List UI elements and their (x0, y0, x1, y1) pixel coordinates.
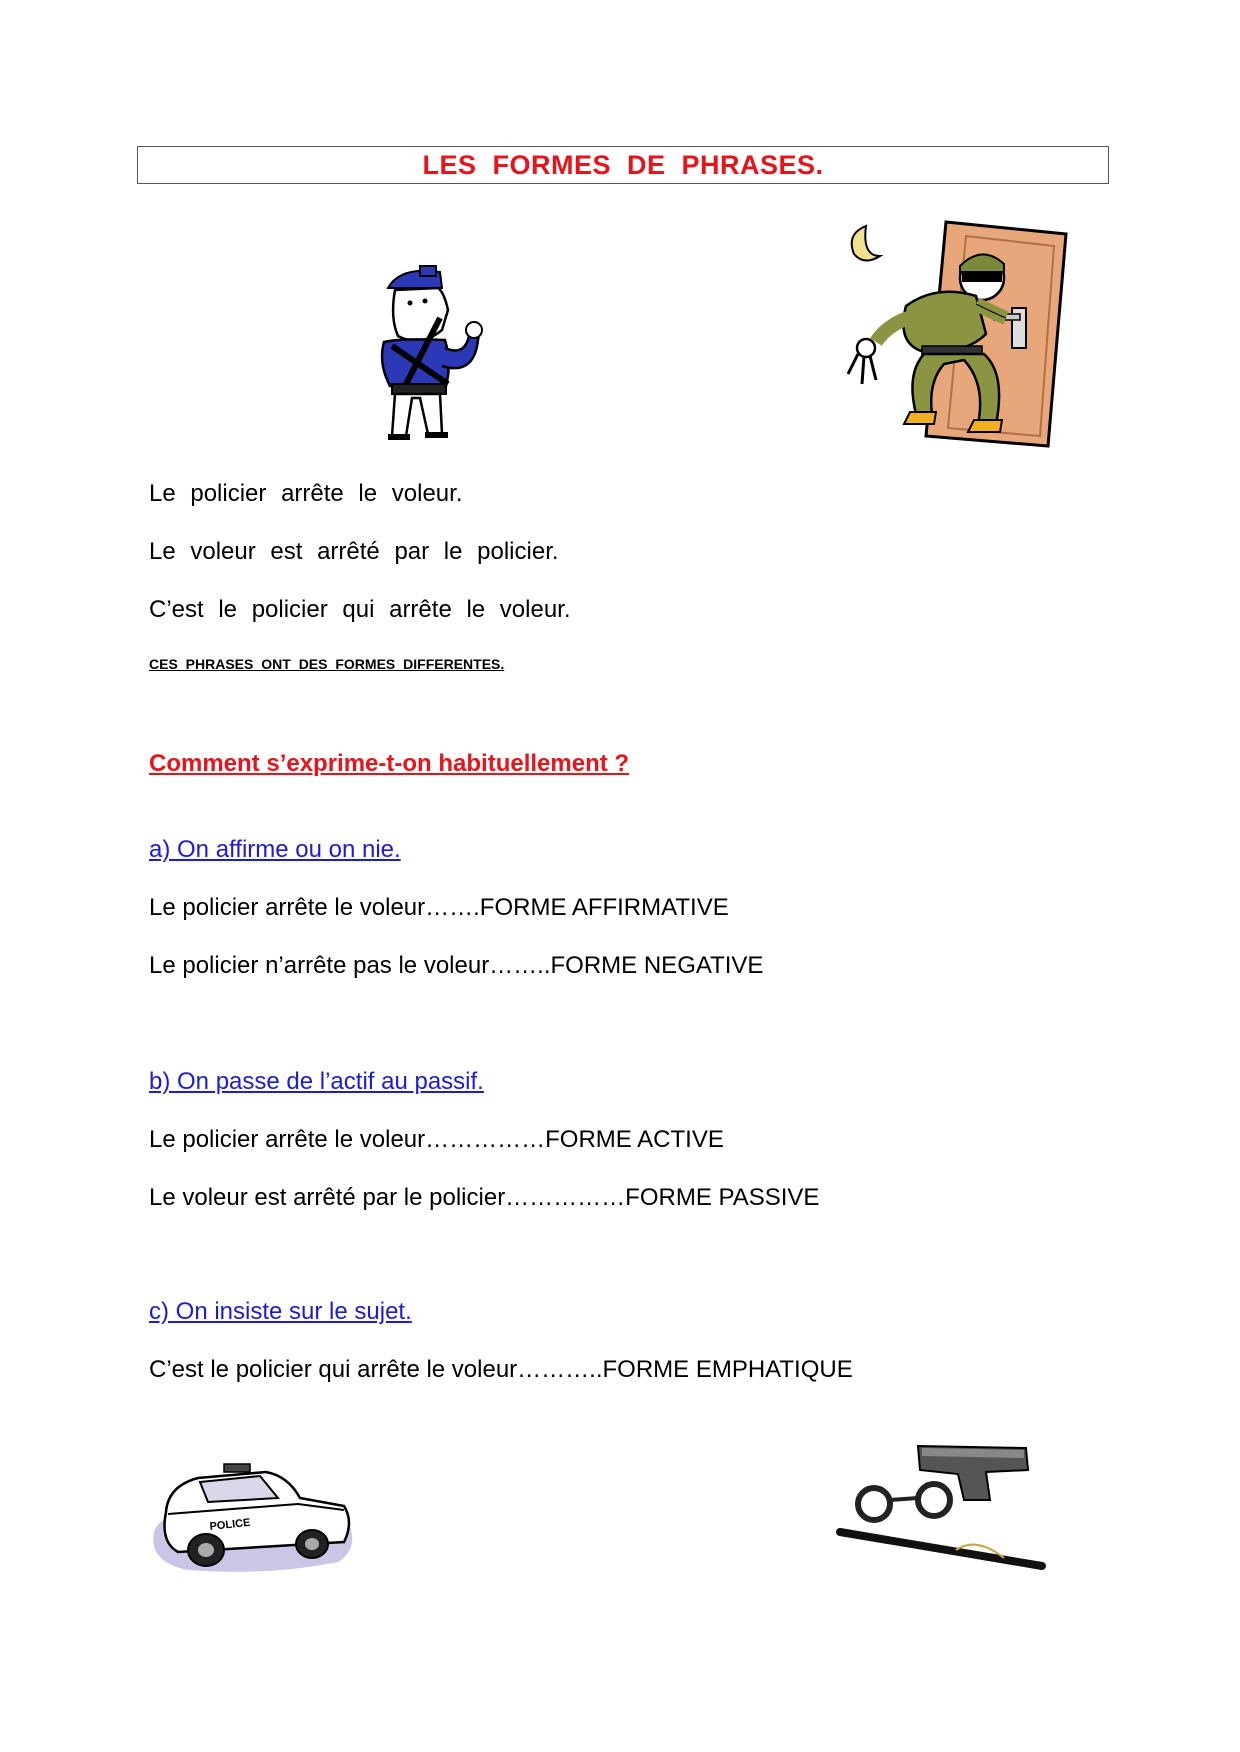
handcuffs-gun-baton-illustration (836, 1440, 1062, 1572)
burglar-illustration (836, 214, 1068, 450)
intro-line-1: Le policier arrête le voleur. (149, 480, 463, 507)
forms-note: CES PHRASES ONT DES FORMES DIFFERENTES. (149, 656, 505, 672)
section-a-heading[interactable]: a) On affirme ou on nie. (149, 836, 401, 863)
section-a-line-1: Le policier arrête le voleur…….FORME AFFIRMATIVE (149, 894, 729, 921)
section-b-line-1: Le policier arrête le voleur……………FORME ACTIVE (149, 1126, 724, 1153)
section-a-line-2: Le policier n’arrête pas le voleur……..FORME NEGATIVE (149, 952, 764, 979)
section-b-line-2: Le voleur est arrêté par le policier……………FORME PASSIVE (149, 1184, 820, 1211)
police-car-illustration (148, 1452, 358, 1574)
question-heading: Comment s’exprime-t-on habituellement ? (149, 750, 630, 777)
section-b-heading[interactable]: b) On passe de l’actif au passif. (149, 1068, 484, 1095)
section-c-line-1: C’est le policier qui arrête le voleur………..FORME EMPHATIQUE (149, 1356, 853, 1383)
title-box (137, 146, 1109, 184)
police-car-label: POLICE (209, 1516, 252, 1533)
intro-line-3: C’est le policier qui arrête le voleur. (149, 596, 571, 623)
intro-line-2: Le voleur est arrêté par le policier. (149, 538, 559, 565)
page-title: LES FORMES DE PHRASES. (422, 149, 824, 180)
section-c-heading[interactable]: c) On insiste sur le sujet. (149, 1298, 412, 1325)
policeman-illustration (370, 258, 505, 443)
